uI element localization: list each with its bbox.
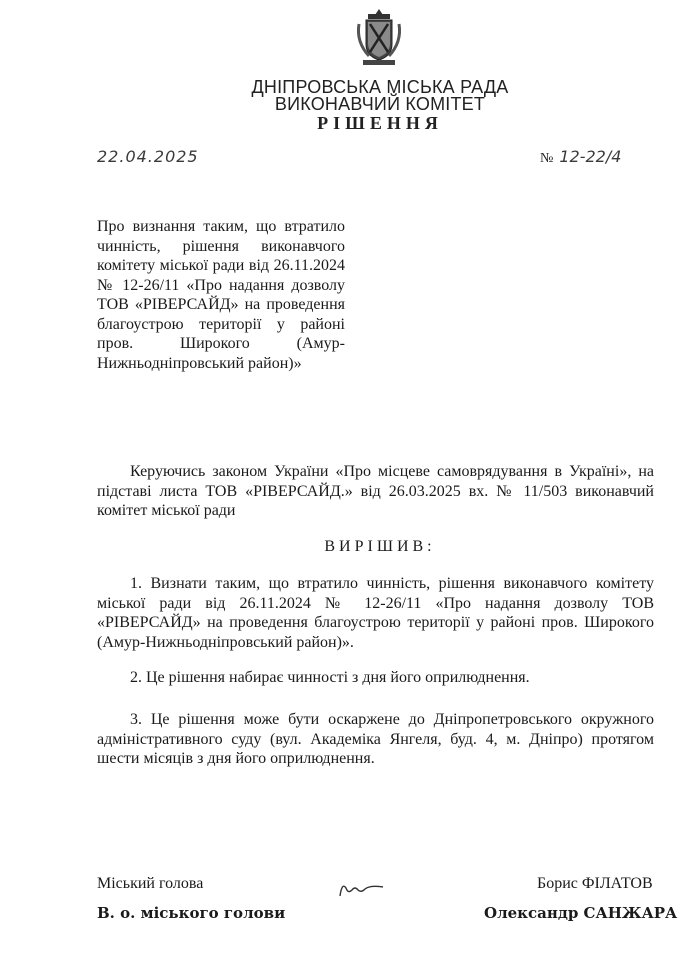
coat-of-arms-icon <box>354 8 404 68</box>
decision-number <box>540 147 621 167</box>
number-value: 12-22/4 <box>559 147 622 166</box>
acting-mayor-name: Олександр САНЖАРА <box>484 904 678 922</box>
mayor-name: Борис ФІЛАТОВ <box>537 875 653 892</box>
decision-item: 2. Це рішення набирає чинності з дня його оприлюднення. <box>130 669 530 686</box>
signature-icon <box>336 876 386 902</box>
committee-name: ВИКОНАВЧИЙ КОМІТЕТ <box>274 94 486 114</box>
decision-subject: Про визнання таким, що втратило чинність, рішення виконавчого комітету міської ради від 26.11.2024 № 12-26/11 «Про надання дозволу ТОВ «РІВЕРСАЙД» на проведення благоустрою території у районі пров. Широкого (Амур-Нижньодніпровський район)» <box>97 218 345 372</box>
acting-mayor-label: В. о. міського голови <box>97 904 286 922</box>
decision-item: 1. Визнати таким, що втратило чинність, рішення виконавчого комітету міської ради від 26.11.2024 № 12-26/11 «Про надання дозволу ТОВ «РІВЕРСАЙД» на проведення благоустрою території у районі пров. Широкого (Амур-Нижньодніпровський район)». <box>97 575 654 651</box>
decision-date: 22.04.2025 <box>97 147 199 166</box>
mayor-label: Міський голова <box>97 875 204 892</box>
council-name: ДНІПРОВСЬКА МІСЬКА РАДА <box>251 77 509 97</box>
preamble: Керуючись законом України «Про місцеве самоврядування в Україні», на підставі листа ТОВ «РІВЕРСАЙД.» від 26.03.2025 вх. № 11/503 виконавчий комітет міської ради <box>97 463 654 519</box>
number-label: № <box>540 151 554 166</box>
resolved-heading: ВИРІШИВ: <box>324 538 436 555</box>
decision-title: РІШЕННЯ <box>317 113 443 133</box>
decision-item: 3. Це рішення може бути оскаржене до Дніпропетровського окружного адміністративного суду (вул. Академіка Янгеля, буд. 4, м. Дніпро) протягом шести місяців з дня його оприлюднення. <box>97 711 654 767</box>
